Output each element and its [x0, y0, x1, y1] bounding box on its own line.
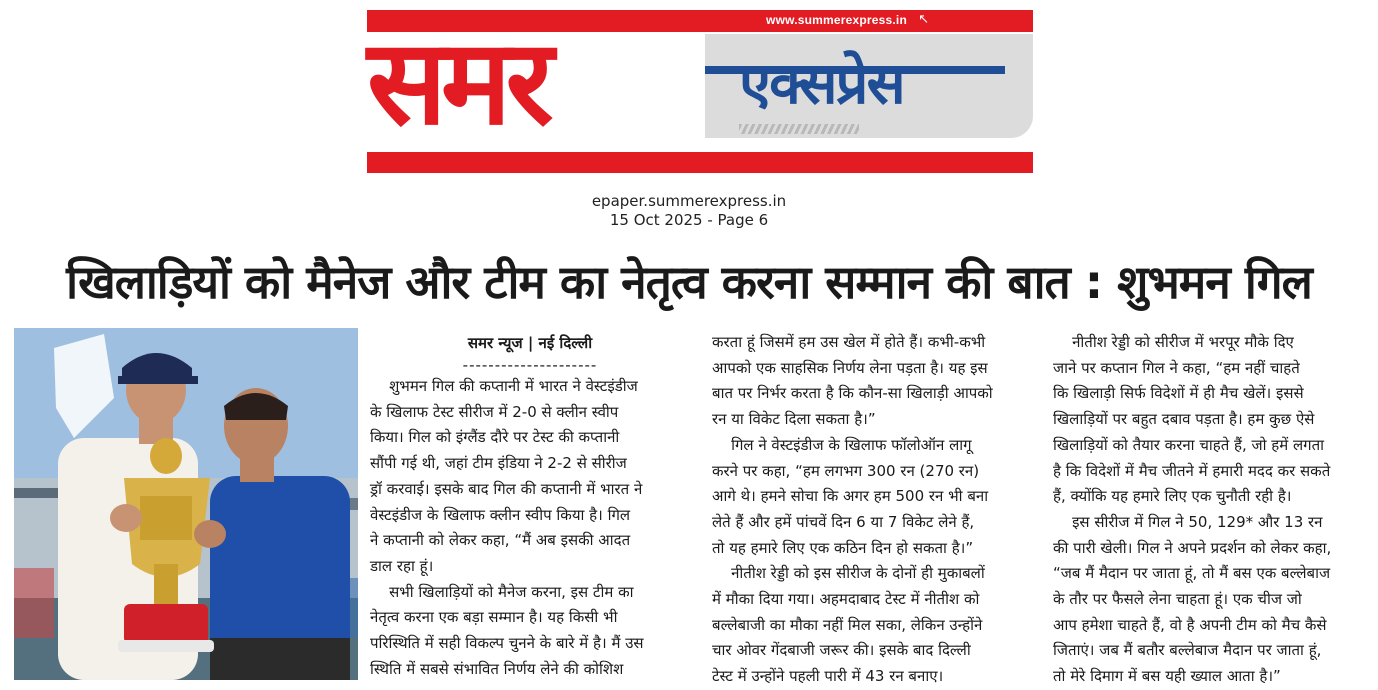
- article-line: की पारी खेली। गिल ने अपने प्रदर्शन को लेकर कहा,: [1053, 538, 1332, 557]
- masthead-bottom-bar: [367, 152, 1033, 173]
- article-line: हैं, क्योंकि यह हमारे लिए एक चुनौती रही है।: [1053, 487, 1292, 506]
- article-column-3: [1053, 330, 1371, 690]
- article-line: सौंपी गई थी, जहां टीम इंडिया ने 2-2 से सीरीज: [370, 454, 627, 473]
- article-line: शुभमन गिल की कप्तानी में भारत ने वेस्टइंडीज: [370, 377, 638, 395]
- article-line: करने पर कहा, “हम लगभग 300 रन (270 रन): [712, 461, 980, 480]
- edition-info: [0, 192, 1378, 230]
- article-line: बात पर निर्भर करता है कि कौन-सा खिलाड़ी आपको: [712, 384, 993, 403]
- article-line: चार ओवर गेंदबाजी जरूर की। इसके बाद दिल्ली: [712, 641, 971, 660]
- article-line: आपको एक साहसिक निर्णय लेना पड़ता है। यह इस: [712, 358, 988, 377]
- article-column-1: [370, 330, 690, 682]
- article-line: सभी खिलाड़ियों को मैनेज करना, इस टीम का: [370, 582, 634, 601]
- article-line: कि खिलाड़ी सिर्फ विदेशों में ही मैच खेलें। इससे: [1053, 384, 1304, 403]
- article-line: वेस्टइंडीज के खिलाफ क्लीन स्वीप किया है। गिल: [370, 505, 631, 524]
- masthead-hatch-decoration: [739, 124, 859, 134]
- article-line: रन या विकेट दिला सकता है।”: [712, 410, 876, 429]
- article-line: आगे थे। हमने सोचा कि अगर हम 500 रन भी बना: [712, 487, 989, 506]
- article-line: ने कप्तानी को लेकर कहा, “मैं अब इसकी आदत: [370, 531, 631, 550]
- article-headline: खिलाड़ियों को मैनेज और टीम का नेतृत्व करना सम्मान की बात : शुभमन गिल: [66, 255, 1312, 309]
- article-line: स्थिति में सबसे संभावित निर्णय लेने की कोशिश: [370, 659, 624, 678]
- article-column-2: [712, 330, 1032, 690]
- article-line: डाल रहा हूं।: [370, 556, 434, 575]
- article-photo: [14, 328, 358, 680]
- article-line: खिलाड़ियों को तैयार करना चाहते हैं, जो हमें लगता: [1053, 435, 1325, 454]
- article-line: तो यह हमारे लिए एक कठिन दिन हो सकता है।”: [712, 538, 974, 557]
- article-line: खिलाड़ियों पर बहुत दबाव पड़ता है। हम कुछ ऐसे: [1053, 410, 1315, 429]
- article-line: नीतीश रेड्डी को इस सीरीज के दोनों ही मुकाबलों: [712, 564, 985, 583]
- article-line: में मौका दिया गया। अहमदाबाद टेस्ट में नीतीश को: [712, 590, 980, 609]
- article-line: परिस्थिति में सही विकल्प चुनने के बारे में है। मैं उस: [370, 634, 644, 653]
- article-line: आप हमेशा चाहते हैं, वो है अपनी टीम को मैच कैसे: [1053, 615, 1327, 634]
- article-line: किया। गिल को इंग्लैंड दौरे पर टेस्ट की कप्तानी: [370, 428, 620, 447]
- article-line: जिताएं। जब मैं बतौर बल्लेबाज मैदान पर जाता हूं,: [1053, 641, 1322, 660]
- article-line: है कि विदेशों में मैच जीतने में हमारी मदद कर सकते: [1053, 461, 1331, 480]
- masthead: [367, 10, 1033, 173]
- article-line: “जब मैं मैदान पर जाता हूं, तो मैं बस एक बल्लेबाज: [1053, 564, 1331, 583]
- article-line: नेतृत्व करना एक बड़ा सम्मान है। यह किसी भी: [370, 608, 618, 627]
- edition-date-page: 15 Oct 2025 - Page 6: [609, 211, 769, 229]
- article-line: लेते हैं और हमें पांचवें दिन 6 या 7 विकेट लेने हैं,: [712, 512, 975, 531]
- article-line: के तौर पर फैसले लेना चाहता हूं। एक चीज जो: [1053, 590, 1302, 609]
- article-line: टेस्ट में उन्होंने पहली पारी में 43 रन बनाए।: [712, 667, 944, 686]
- article-byline: समर न्यूज | नई दिल्ली: [467, 334, 593, 352]
- players-trophy-image: [14, 328, 358, 680]
- article-line: बल्लेबाजी का मौका नहीं मिल सका, लेकिन उन्होंने: [712, 615, 983, 634]
- article-line: तो मेरे दिमाग में बस यही ख्याल आता है।”: [1053, 667, 1281, 686]
- article-line: नीतीश रेड्डी को सीरीज में भरपूर मौके दिए: [1053, 333, 1294, 351]
- edition-site: epaper.summerexpress.in: [591, 192, 787, 210]
- article-line: ड्रॉ करवाई। इसके बाद गिल की कप्तानी में भारत ने: [370, 479, 643, 498]
- masthead-url-link[interactable]: www.summerexpress.in: [766, 13, 907, 27]
- article-line: करता हूं जिसमें हम उस खेल में होते हैं। कभी-कभी: [712, 333, 986, 351]
- article-line: जाने पर कप्तान गिल ने कहा, “हम नहीं चाहते: [1053, 358, 1300, 377]
- byline-divider: ---------------------: [462, 356, 598, 374]
- article-line: इस सीरीज में गिल ने 50, 129* और 13 रन: [1053, 512, 1323, 531]
- cursor-arrow-icon: ↖: [918, 12, 929, 27]
- article-line: के खिलाफ टेस्ट सीरीज में 2-0 से क्लीन स्वीप: [370, 402, 619, 421]
- article-line: गिल ने वेस्टइंडीज के खिलाफ फॉलोऑन लागू: [712, 435, 972, 454]
- masthead-title-samar: समर: [367, 13, 548, 151]
- masthead-title-express: एक्सप्रेस: [739, 49, 904, 117]
